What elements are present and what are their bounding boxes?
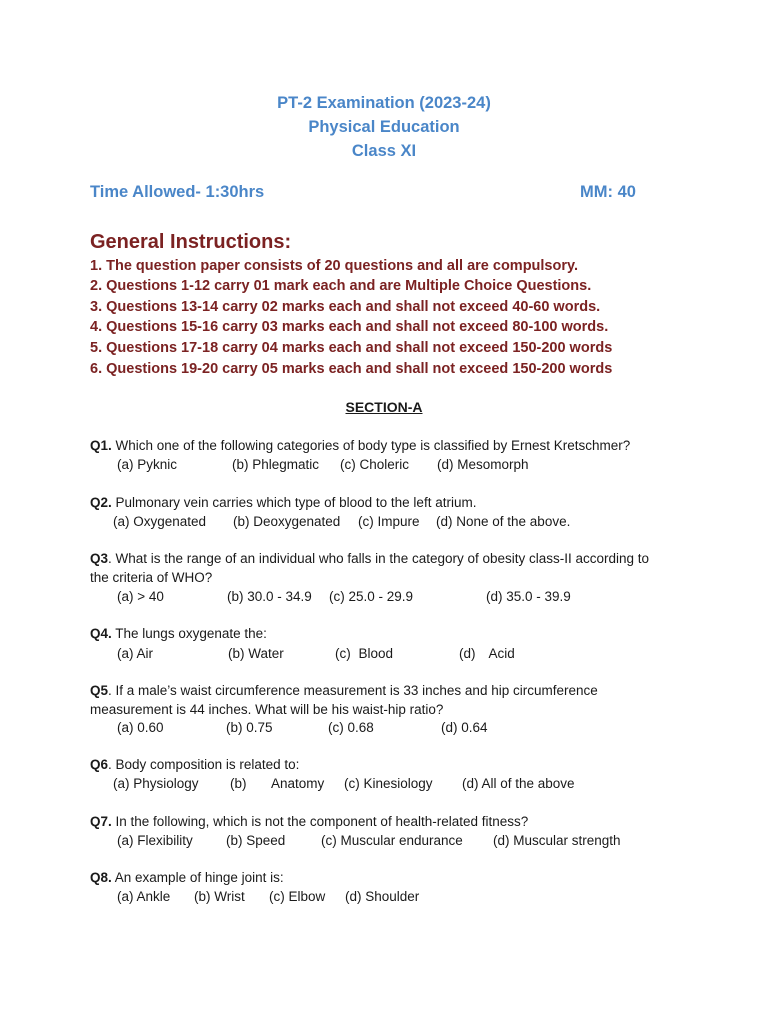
option: (b) Speed — [226, 833, 286, 848]
instruction-item: 3. Questions 13-14 carry 02 marks each and shall not exceed 40-60 words. — [90, 299, 601, 315]
option: (d) All of the above — [462, 776, 575, 791]
option: (c) Kinesiology — [344, 776, 433, 791]
option: (c) Muscular endurance — [321, 833, 463, 848]
option: (d) Mesomorph — [437, 457, 529, 472]
question-8 — [90, 870, 284, 885]
question-text: Pulmonary vein carries which type of blood to the left atrium. — [115, 495, 477, 510]
exam-title: PT-2 Examination (2023-24) — [277, 94, 491, 112]
question-text: Body composition is related to: — [115, 757, 300, 772]
class-title: Class XI — [351, 142, 417, 160]
option: (c) Impure — [358, 514, 420, 529]
option: (a) 0.60 — [117, 720, 164, 735]
option: (a) Pyknic — [117, 457, 178, 472]
question-number: Q8. — [90, 870, 112, 885]
question-number: Q7. — [90, 814, 112, 829]
option: (d) None of the above. — [436, 514, 571, 529]
question-text: An example of hinge joint is: — [114, 870, 284, 885]
option: (b) — [230, 776, 247, 791]
question-text: In the following, which is not the component of health-related fitness? — [115, 814, 529, 829]
option: (a) Air — [117, 646, 154, 661]
option: (a) Physiology — [113, 776, 199, 791]
option: (b) 0.75 — [226, 720, 273, 735]
option: (c) Choleric — [340, 457, 410, 472]
option: (c) Elbow — [269, 889, 326, 904]
question-4 — [90, 626, 267, 641]
question-2 — [90, 495, 476, 510]
option: (a) > 40 — [117, 589, 164, 604]
question-5: Q5. If a male’s waist circumference measurement is 33 inches and hip circumference — [90, 683, 598, 698]
option: (d) 0.64 — [441, 720, 488, 735]
option: (d) 35.0 - 39.9 — [486, 589, 571, 604]
option: (b) Phlegmatic — [232, 457, 320, 472]
question-number: Q1. — [90, 438, 112, 453]
option: (c) Blood — [335, 646, 394, 661]
question-number: Q3 — [90, 551, 109, 566]
option: (b) 30.0 - 34.9 — [227, 589, 312, 604]
subject-title: Physical Education — [308, 118, 460, 136]
option: (d) Shoulder — [345, 889, 420, 904]
option: (a) Oxygenated — [113, 514, 207, 529]
option: (a) Ankle — [117, 889, 171, 904]
option: (b) Deoxygenated — [233, 514, 341, 529]
instructions-title: General Instructions: — [90, 231, 292, 253]
question-text: The lungs oxygenate the: — [115, 626, 267, 641]
question-text: Which one of the following categories of body type is classified by Ernest Kretschmer? — [115, 438, 631, 453]
option: (d) Muscular strength — [493, 833, 621, 848]
option: (d) Acid — [459, 646, 515, 661]
instruction-item: 4. Questions 15-16 carry 03 marks each and shall not exceed 80-100 words. — [90, 319, 609, 335]
option: Anatomy — [271, 776, 325, 791]
time-allowed: Time Allowed- 1:30hrs — [90, 183, 265, 201]
question-6: Q6. Body composition is related to: — [90, 757, 300, 772]
question-text-continued: the criteria of WHO? — [90, 570, 213, 585]
question-number: Q4. — [90, 626, 112, 641]
question-text: If a male’s waist circumference measurement is 33 inches and hip circumference — [115, 683, 598, 698]
question-number: Q2. — [90, 495, 112, 510]
instruction-item: 6. Questions 19-20 carry 05 marks each and shall not exceed 150-200 words — [90, 361, 613, 377]
question-number: Q6 — [90, 757, 109, 772]
option: (b) Wrist — [194, 889, 245, 904]
option: (c) 0.68 — [328, 720, 374, 735]
section-heading: SECTION-A — [345, 399, 423, 415]
instruction-item: 5. Questions 17-18 carry 04 marks each and shall not exceed 150-200 words — [90, 340, 613, 356]
option: (c) 25.0 - 29.9 — [329, 589, 414, 604]
instruction-item: 1. The question paper consists of 20 questions and all are compulsory. — [90, 258, 579, 274]
question-text: What is the range of an individual who falls in the category of obesity class-II according to — [115, 551, 650, 566]
question-3: Q3. What is the range of an individual who falls in the category of obesity class-II according to — [90, 551, 650, 566]
question-1 — [90, 438, 630, 453]
question-number: Q5 — [90, 683, 109, 698]
max-marks: MM: 40 — [580, 183, 636, 201]
option: (a) Flexibility — [117, 833, 193, 848]
question-text-continued: measurement is 44 inches. What will be his waist-hip ratio? — [90, 702, 444, 717]
option: (b) Water — [228, 646, 284, 661]
question-7 — [90, 814, 528, 829]
instruction-item: 2. Questions 1-12 carry 01 mark each and are Multiple Choice Questions. — [90, 278, 592, 294]
